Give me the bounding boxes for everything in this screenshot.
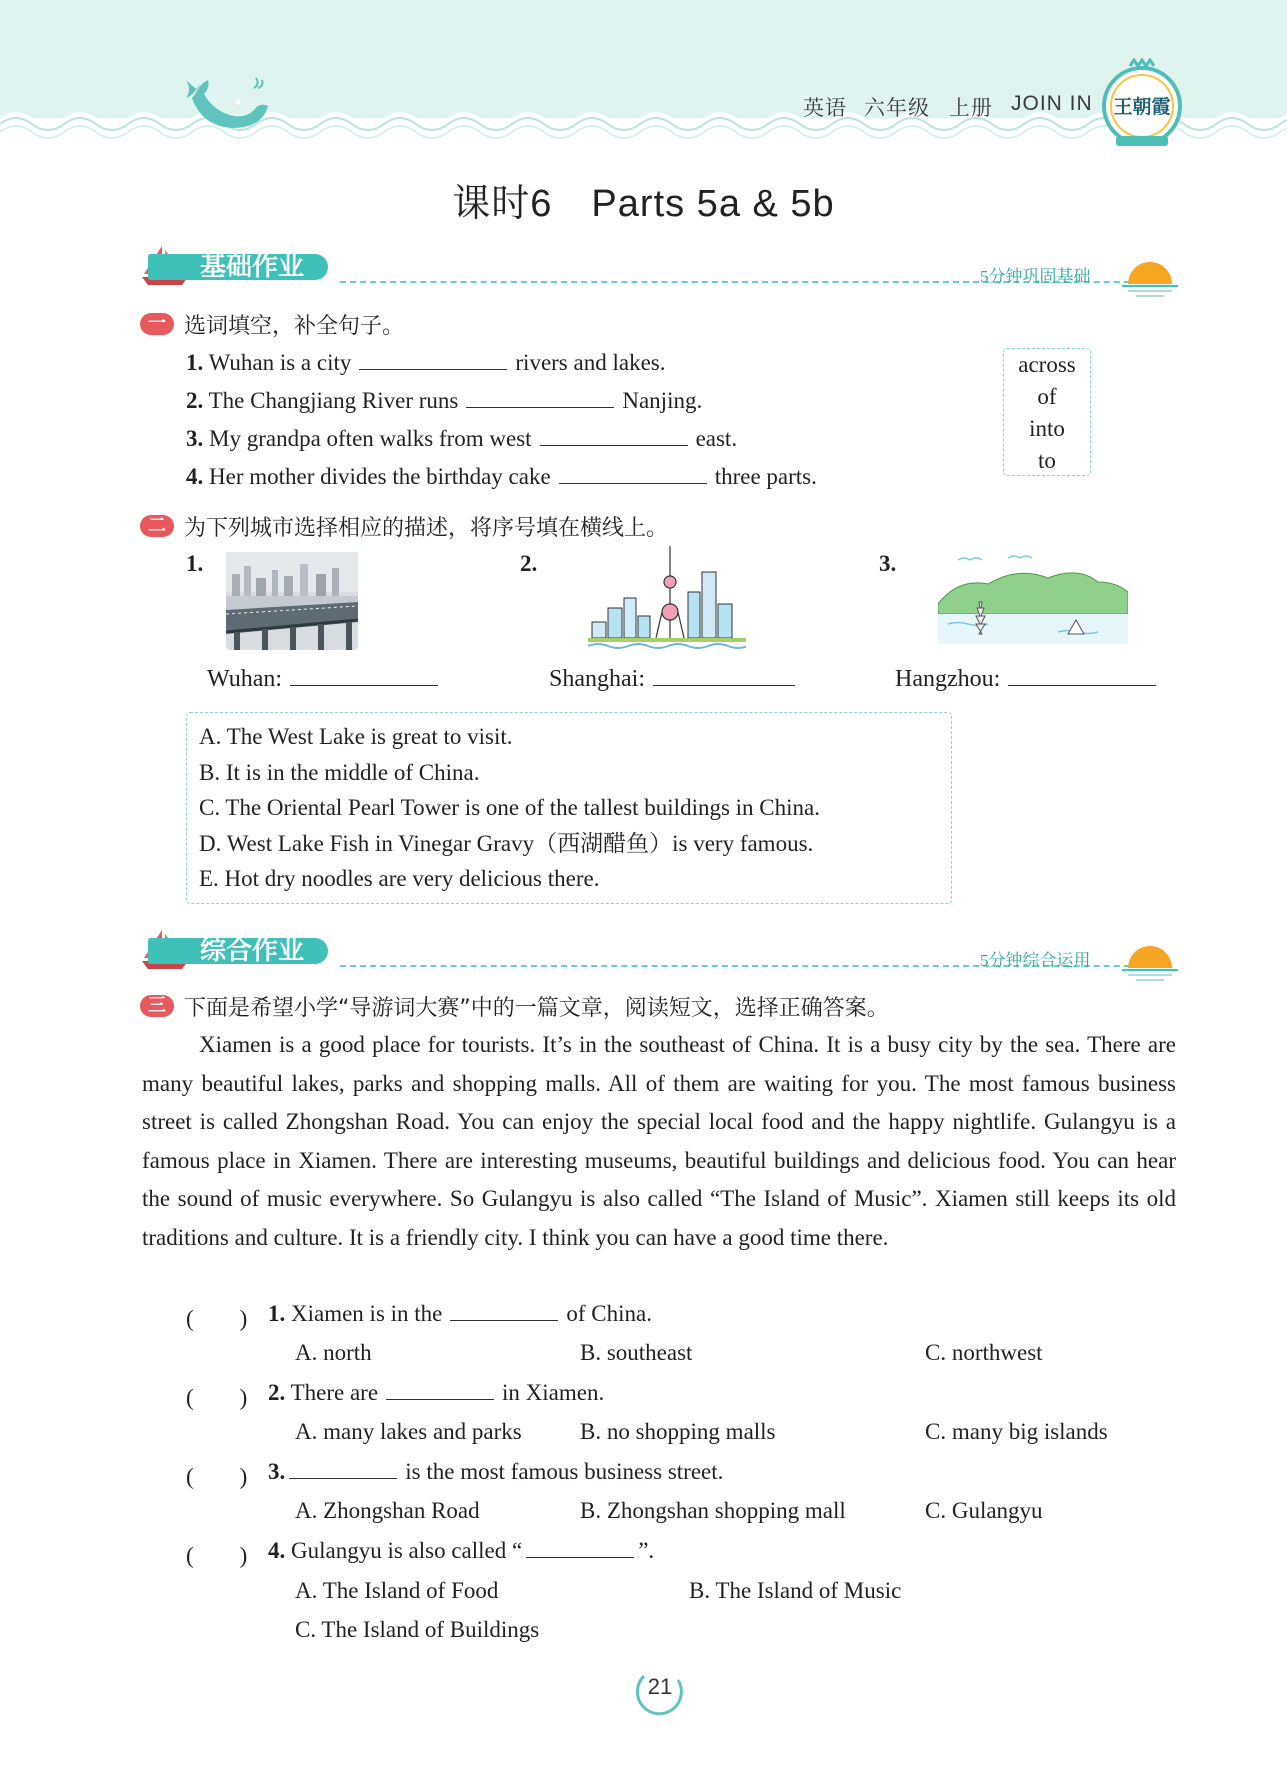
- answer-blank[interactable]: [289, 1458, 397, 1479]
- choice-b: B. The Island of Music: [689, 1578, 902, 1603]
- item-number: 3.: [186, 426, 204, 451]
- question-badge-3: 三: [140, 995, 174, 1017]
- section-banner-comprehensive: 综合作业: [148, 938, 328, 964]
- city-name: Wuhan:: [207, 666, 283, 692]
- city-number-2: 2.: [520, 551, 538, 576]
- description-option: C. The Oriental Pearl Tower is one of the tallest buildings in China.: [199, 795, 820, 820]
- sunrise-icon: [1122, 256, 1178, 298]
- reading-passage: [142, 1026, 1176, 1258]
- fill-item-3: [186, 425, 737, 452]
- description-option: B. It is in the middle of China.: [199, 759, 480, 785]
- lesson-title: 课时6 Parts 5a & 5b: [452, 183, 835, 225]
- header-subject: 英语: [803, 97, 847, 120]
- question-1-instruction: 选词填空，补全句子。: [184, 314, 405, 339]
- passage-text: Xiamen is a good place for tourists. It’s in the southeast of China. It is a busy city by the sea. There are many beautiful lakes, parks and shopping malls. All of them are waiting for you. The most famous business street is called Zhongshan Road. You can enjoy the special local food and the happy nightlife. Gulangyu is a famous place in Xiamen. There are interesting museums, beautiful buildings and delicious food. You can hear the sound of music everywhere. So Gulangyu is also called “The Island of Music”. Xiamen still keeps its old traditions and culture. It is a friendly city. I think you can have a good time there.: [142, 1032, 1176, 1250]
- item-text-before: Wuhan is a city: [208, 350, 352, 375]
- shanghai-skyline-drawing: [588, 542, 746, 654]
- description-option: D. West Lake Fish in Vinegar Gravy（西湖醋鱼）is very famous.: [199, 830, 814, 856]
- question-text-after: is the most famous business street.: [405, 1459, 724, 1484]
- description-option: E. Hot dry noodles are very delicious there.: [199, 866, 600, 891]
- question-badge-2: 二: [140, 515, 174, 537]
- question-text-before: Xiamen is in the: [291, 1301, 443, 1326]
- choice-c: C. Gulangyu: [925, 1498, 1043, 1523]
- question-text-before: Gulangyu is also called “: [291, 1538, 523, 1563]
- city-label-shanghai: [549, 665, 803, 693]
- choice-b: B. southeast: [580, 1340, 693, 1365]
- question-text-after: of China.: [566, 1301, 652, 1326]
- west-lake-drawing: [938, 554, 1128, 644]
- question-badge-1: 一: [140, 313, 174, 335]
- item-number: 2.: [186, 388, 204, 413]
- city-label-wuhan: [207, 665, 446, 693]
- choice-c: C. many big islands: [925, 1419, 1108, 1444]
- header-grade: 六年级: [864, 97, 930, 120]
- question-text-after: ”.: [638, 1538, 655, 1563]
- choice-a: A. Zhongshan Road: [295, 1498, 480, 1523]
- question-3-instruction: 下面是希望小学“导游词大赛”中的一篇文章，阅读短文，选择正确答案。: [184, 996, 889, 1021]
- choice-c: C. The Island of Buildings: [295, 1617, 540, 1642]
- item-text-before: The Changjiang River runs: [208, 388, 459, 413]
- question-number: 1.: [268, 1301, 286, 1326]
- whale-icon: [176, 74, 276, 136]
- answer-paren[interactable]: ( ): [186, 1543, 248, 1568]
- word-bank-item: across: [1018, 352, 1076, 377]
- answer-blank[interactable]: [290, 665, 438, 686]
- city-label-hangzhou: [895, 665, 1164, 693]
- item-text-after: east.: [695, 426, 738, 451]
- answer-blank[interactable]: [559, 463, 707, 484]
- choice-a: A. The Island of Food: [295, 1578, 499, 1603]
- fill-item-2: [186, 387, 702, 414]
- mc-question-3: [268, 1458, 723, 1485]
- question-number: 2.: [268, 1380, 286, 1405]
- mc-question-2: [268, 1379, 604, 1406]
- item-number: 4.: [186, 464, 204, 489]
- answer-blank[interactable]: [526, 1537, 634, 1558]
- answer-blank[interactable]: [540, 425, 688, 446]
- answer-blank[interactable]: [359, 349, 507, 370]
- question-text-before: There are: [290, 1380, 379, 1405]
- choice-c: C. northwest: [925, 1340, 1043, 1365]
- choice-a: A. north: [295, 1340, 372, 1365]
- city-number-3: 3.: [879, 551, 897, 576]
- question-2-instruction: 为下列城市选择相应的描述，将序号填在横线上。: [184, 516, 669, 541]
- fill-item-1: [186, 349, 665, 376]
- word-bank-item: to: [1038, 448, 1056, 473]
- answer-blank[interactable]: [466, 387, 614, 408]
- choice-b: B. Zhongshan shopping mall: [580, 1498, 846, 1523]
- wuhan-bridge-photo: [226, 552, 358, 650]
- page-number: 21: [647, 1674, 673, 1699]
- question-number: 4.: [268, 1538, 286, 1563]
- section-tag-comprehensive: 5分钟综合运用: [980, 951, 1091, 970]
- answer-paren[interactable]: ( ): [186, 1306, 248, 1331]
- choice-b: B. no shopping malls: [580, 1419, 776, 1444]
- word-bank-item: of: [1037, 384, 1057, 409]
- city-name: Hangzhou:: [895, 666, 1001, 692]
- question-number: 3.: [268, 1459, 286, 1484]
- answer-paren[interactable]: ( ): [186, 1385, 248, 1410]
- choice-a: A. many lakes and parks: [295, 1419, 522, 1444]
- word-bank-item: into: [1029, 416, 1065, 441]
- word-bank: [1003, 348, 1091, 476]
- answer-blank[interactable]: [450, 1300, 558, 1321]
- header-series: JOIN IN: [1011, 92, 1093, 115]
- item-text-before: Her mother divides the birthday cake: [209, 464, 551, 489]
- answer-blank[interactable]: [386, 1379, 494, 1400]
- city-name: Shanghai:: [549, 666, 645, 692]
- fill-item-4: [186, 463, 817, 490]
- description-option: A. The West Lake is great to visit.: [199, 724, 513, 749]
- mc-question-1: [268, 1300, 652, 1327]
- item-text-before: My grandpa often walks from west: [209, 426, 532, 451]
- item-text-after: rivers and lakes.: [515, 350, 666, 375]
- item-text-after: Nanjing.: [622, 388, 703, 413]
- item-number: 1.: [186, 350, 204, 375]
- answer-paren[interactable]: ( ): [186, 1464, 248, 1489]
- city-number-1: 1.: [186, 551, 204, 576]
- header-volume: 上册: [949, 97, 993, 120]
- answer-blank[interactable]: [653, 665, 795, 686]
- mc-question-4: [268, 1537, 654, 1564]
- brand-logo-text: 王朝霞: [1113, 96, 1171, 118]
- section-tag-basic: 5分钟巩固基础: [980, 267, 1091, 286]
- item-text-after: three parts.: [714, 464, 817, 489]
- description-options-box: [186, 712, 952, 904]
- section-banner-basic: 基础作业: [148, 254, 328, 280]
- answer-blank[interactable]: [1008, 665, 1156, 686]
- sunrise-icon: [1122, 940, 1178, 982]
- question-text-after: in Xiamen.: [502, 1380, 605, 1405]
